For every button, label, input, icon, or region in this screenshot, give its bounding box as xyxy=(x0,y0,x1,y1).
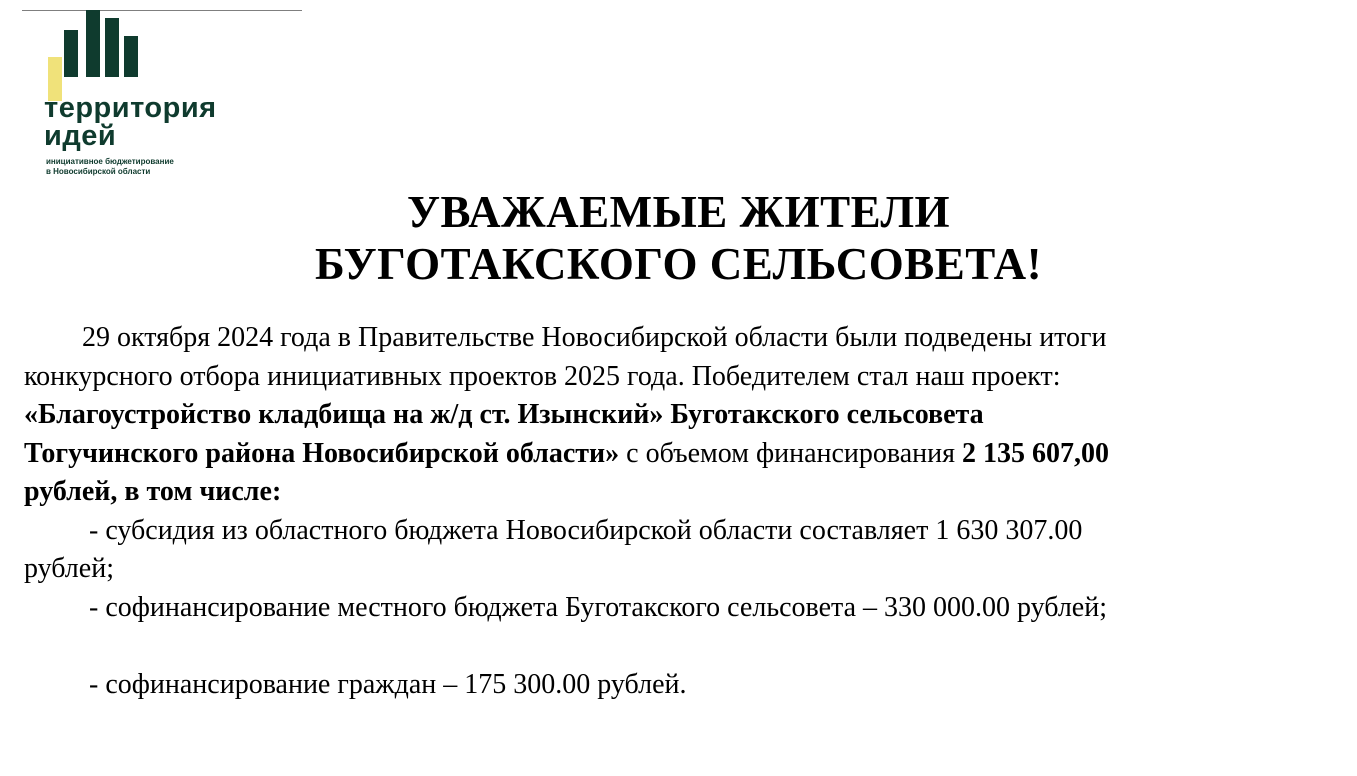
blank-line xyxy=(24,627,1334,666)
funding-currency-line: рублей, в том числе: xyxy=(24,476,282,507)
logo-title xyxy=(44,94,217,150)
paragraph-line: 29 октября 2024 года в Правительстве Новосибирской области были подведены итоги xyxy=(82,322,1107,353)
logo-green-bar-4 xyxy=(124,36,138,77)
territory-of-ideas-logo xyxy=(44,10,304,180)
logo-green-bar-3 xyxy=(105,18,119,77)
list-item-citizen-cofinancing: - софинансирование граждан – 175 300.00 рублей. xyxy=(89,668,687,700)
project-region: Тогучинского района Новосибирской области» xyxy=(24,437,620,469)
logo-subtitle-line2: в Новосибирской области xyxy=(46,167,151,176)
list-item-local-cofinancing: - софинансирование местного бюджета Буготакского сельсовета – 330 000.00 рублей; xyxy=(89,591,1107,623)
page-heading xyxy=(0,186,1357,290)
funding-text: с объемом финансирования xyxy=(619,437,963,469)
list-item-regional-subsidy-cont: рублей; xyxy=(24,553,114,584)
funding-line xyxy=(24,435,1334,474)
logo-title-line1: территория xyxy=(44,92,217,124)
announcement-body xyxy=(24,319,1334,704)
logo-green-bar-1 xyxy=(64,30,78,77)
heading-line1: УВАЖАЕМЫЕ ЖИТЕЛИ xyxy=(406,187,951,237)
project-name-line: «Благоустройство кладбища на ж/д ст. Изынский» Буготакского сельсовета xyxy=(24,399,984,430)
logo-title-line2: идей xyxy=(44,120,117,152)
logo-green-bar-2 xyxy=(86,10,100,77)
list-item-regional-subsidy: - субсидия из областного бюджета Новосибирской области составляет 1 630 307.00 xyxy=(89,514,1083,546)
funding-amount: 2 135 607,00 xyxy=(962,437,1110,469)
heading-line2: БУГОТАКСКОГО СЕЛЬСОВЕТА! xyxy=(314,239,1043,289)
logo-subtitle-line1: инициативное бюджетирование xyxy=(46,157,174,166)
logo-subtitle xyxy=(46,157,174,177)
paragraph-line: конкурсного отбора инициативных проектов 2025 года. Победителем стал наш проект: xyxy=(24,360,1061,392)
